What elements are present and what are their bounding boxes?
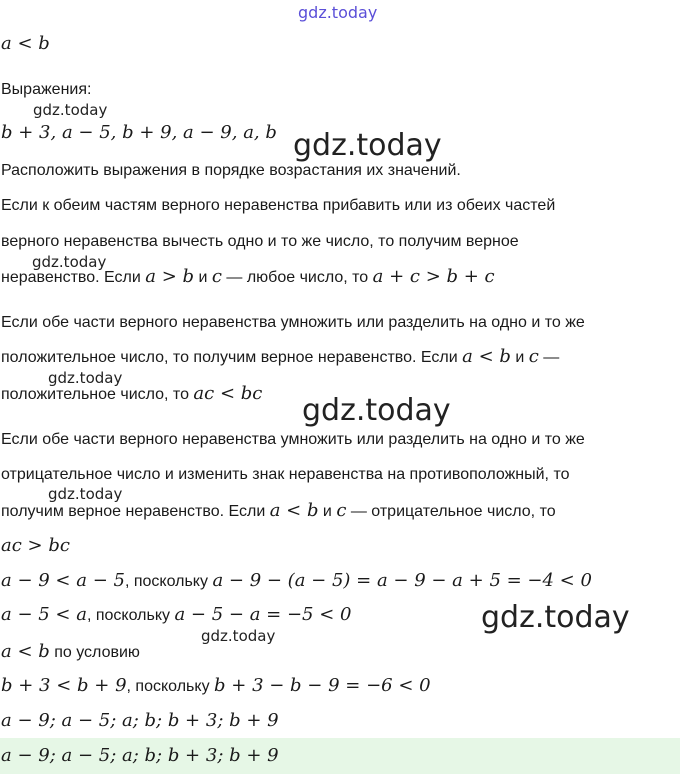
math: a − 9 − (a − 5) = a − 9 − a + 5 = −4 < 0: [212, 570, 592, 591]
rule1-line2: верного неравенства вычесть одно и то же число, то получим верное: [1, 233, 519, 250]
watermark: gdz.today: [33, 101, 108, 119]
math: a − 9 < a − 5: [1, 570, 125, 591]
math: a + c > b + c: [372, 266, 495, 287]
step3: [1, 642, 140, 663]
math: a < b: [269, 500, 319, 521]
math: a − 5 < a: [1, 604, 87, 625]
math: b + 3, a − 5, b + 9, a − 9, a, b: [1, 122, 277, 143]
step2: [1, 605, 351, 626]
math: ac < bc: [193, 383, 263, 404]
expressions-label: Выражения:: [1, 81, 92, 98]
math: a − 5 − a = −5 < 0: [174, 604, 352, 625]
text: , поскольку: [86, 607, 175, 624]
math: c: [336, 500, 347, 521]
step1: [1, 571, 592, 592]
math: c: [211, 266, 222, 287]
rule2-line2: [1, 347, 559, 368]
final-answer: [1, 746, 279, 767]
text: получим верное неравенство. Если: [1, 503, 270, 520]
math: a < b: [462, 346, 511, 367]
watermark: gdz.today: [481, 600, 630, 635]
math: a − 9; a − 5; a; b; b + 3; b + 9: [1, 745, 279, 766]
watermark: gdz.today: [293, 128, 442, 163]
rule3-line4: [1, 536, 70, 557]
watermark-top: gdz.today: [298, 3, 378, 22]
math: a − 9; a − 5; a; b; b + 3; b + 9: [1, 710, 279, 731]
text: положительное число, то получим верное неравенство. Если: [1, 349, 463, 366]
rule1-line3: [1, 267, 495, 288]
rule1-line1: Если к обеим частям верного неравенства прибавить или из обеих частей: [1, 197, 556, 214]
watermark: gdz.today: [48, 369, 123, 387]
math: a < b: [1, 641, 50, 662]
text: , поскольку: [124, 573, 213, 590]
text: — любое число, то: [221, 269, 373, 286]
math: b + 3 − b − 9 = −6 < 0: [214, 675, 431, 696]
task-text: Расположить выражения в порядке возрастания их значений.: [1, 162, 461, 179]
given-condition: [1, 34, 50, 55]
math: c: [528, 346, 539, 367]
watermark: gdz.today: [302, 393, 451, 428]
text: —: [538, 349, 560, 366]
rule3-line1: Если обе части верного неравенства умножить или разделить на одно и то же: [1, 431, 585, 448]
text: по условию: [49, 644, 140, 661]
math: ac > bc: [1, 535, 70, 556]
watermark: gdz.today: [201, 627, 276, 645]
watermark: gdz.today: [32, 253, 107, 271]
expressions-list: [1, 123, 277, 144]
rule3-line3: [1, 501, 556, 522]
rule3-line2: отрицательное число и изменить знак неравенства на противоположный, то: [1, 466, 570, 483]
rule2-line1: Если обе части верного неравенства умножить или разделить на одно и то же: [1, 314, 585, 331]
watermark: gdz.today: [48, 485, 123, 503]
text: положительное число, то: [1, 386, 194, 403]
text: , поскольку: [126, 678, 215, 695]
math: b + 3 < b + 9: [1, 675, 127, 696]
ordered-result: [1, 711, 279, 732]
text: неравенство. Если: [1, 269, 146, 286]
text: и: [510, 349, 529, 366]
text: — отрицательное число, то: [346, 503, 556, 520]
math: a > b: [145, 266, 195, 287]
rule2-line3: [1, 384, 262, 405]
step4: [1, 676, 431, 697]
math: a < b: [1, 33, 50, 54]
text: и: [194, 269, 212, 286]
text: и: [318, 503, 337, 520]
